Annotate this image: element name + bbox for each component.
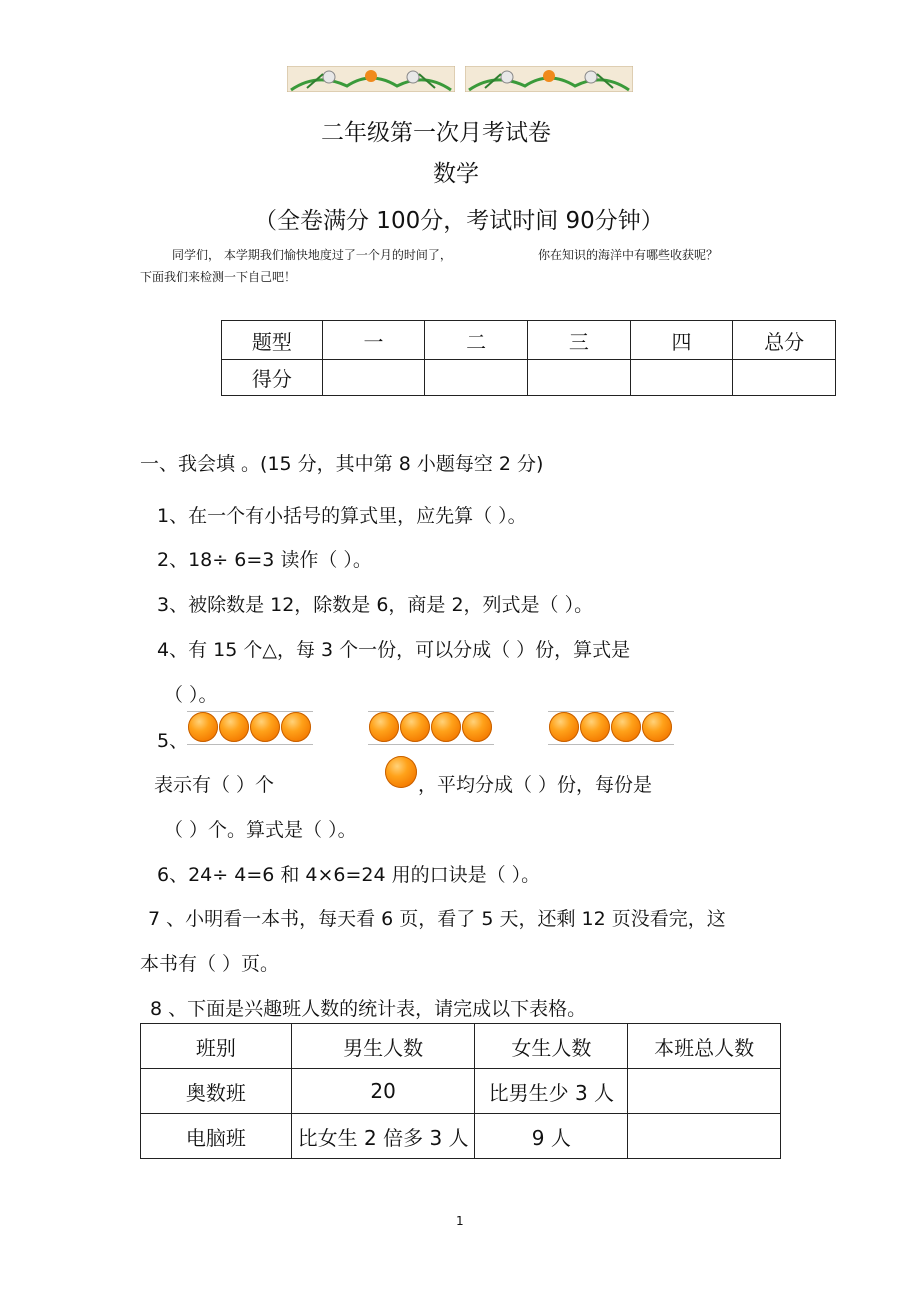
intro-line2: 下面我们来检测一下自己吧！: [140, 270, 297, 284]
banner-decoration-left: [287, 66, 455, 92]
orange-icon: [611, 712, 641, 742]
question-5-number: 5、: [157, 730, 189, 752]
question-4-line2: （ ）。: [164, 684, 218, 706]
class-row-2-name: 电脑班: [141, 1114, 292, 1159]
score-cell-total[interactable]: [733, 360, 836, 396]
class-row-1-boys: 20: [291, 1069, 475, 1114]
exam-title: 二年级第一次月考试卷: [321, 120, 551, 146]
score-header-3: 三: [527, 321, 630, 360]
page-number: 1: [456, 1214, 464, 1228]
score-header-4: 四: [630, 321, 733, 360]
question-5-line1-a: 表示有（ ）个: [154, 774, 275, 796]
orange-icon: [219, 712, 249, 742]
question-7-line2: 本书有（ ）页。: [140, 953, 280, 975]
orange-icon: [188, 712, 218, 742]
intro-line1-a: 同学们， 本学期我们愉快地度过了一个月的时间了，: [172, 248, 452, 262]
orange-icon: [385, 756, 417, 788]
score-cell-4[interactable]: [630, 360, 733, 396]
section1-heading: 一、我会填 。(15 分，其中第 8 小题每空 2 分): [140, 453, 544, 475]
orange-icon: [281, 712, 311, 742]
class-header-total: 本班总人数: [628, 1024, 781, 1069]
class-row-2-total[interactable]: [628, 1114, 781, 1159]
subject-title: 数学: [433, 161, 479, 187]
orange-icon: [400, 712, 430, 742]
question-1: 1、在一个有小括号的算式里，应先算（ ）。: [157, 505, 527, 527]
class-row-1-name: 奥数班: [141, 1069, 292, 1114]
question-6: 6、24÷ 4=6 和 4×6=24 用的口诀是（ ）。: [157, 864, 541, 886]
intro-line1-b: 你在知识的海洋中有哪些收获呢？: [538, 248, 719, 262]
score-header-1: 一: [322, 321, 425, 360]
orange-icon: [462, 712, 492, 742]
class-header-boys: 男生人数: [291, 1024, 475, 1069]
class-header-class: 班别: [141, 1024, 292, 1069]
score-header-2: 二: [425, 321, 528, 360]
score-cell-2[interactable]: [425, 360, 528, 396]
score-row-label: 得分: [222, 360, 323, 396]
orange-group-3: [548, 711, 674, 745]
question-4-line1: 4、有 15 个△，每 3 个一份，可以分成（ ）份，算式是: [157, 639, 631, 661]
score-table: [221, 320, 836, 396]
orange-icon: [549, 712, 579, 742]
class-row-1-total[interactable]: [628, 1069, 781, 1114]
banner-decoration-right: [465, 66, 633, 92]
question-5-line1-b: ，平均分成（ ）份，每份是: [418, 774, 653, 796]
question-5-line2: （ ）个。算式是（ ）。: [164, 819, 357, 841]
class-stats-table: [140, 1023, 781, 1159]
score-header-total: 总分: [733, 321, 836, 360]
score-cell-1[interactable]: [322, 360, 425, 396]
exam-info: （全卷满分 100分，考试时间 90分钟）: [254, 208, 664, 234]
question-2: 2、18÷ 6=3 读作（ ）。: [157, 549, 372, 571]
score-cell-3[interactable]: [527, 360, 630, 396]
class-row-1-girls: 比男生少 3 人: [475, 1069, 628, 1114]
orange-icon: [642, 712, 672, 742]
score-header-type: 题型: [222, 321, 323, 360]
question-7-line1: 7 、小明看一本书，每天看 6 页，看了 5 天，还剩 12 页没看完，这: [148, 908, 726, 930]
orange-icon: [250, 712, 280, 742]
orange-icon: [431, 712, 461, 742]
orange-icon: [369, 712, 399, 742]
question-3: 3、被除数是 12，除数是 6，商是 2，列式是（ ）。: [157, 594, 594, 616]
class-row-2-girls: 9 人: [475, 1114, 628, 1159]
orange-group-1: [187, 711, 313, 745]
orange-icon: [580, 712, 610, 742]
class-row-2-boys: 比女生 2 倍多 3 人: [291, 1114, 475, 1159]
class-header-girls: 女生人数: [475, 1024, 628, 1069]
orange-group-2: [368, 711, 494, 745]
question-8: 8 、下面是兴趣班人数的统计表，请完成以下表格。: [150, 998, 587, 1020]
